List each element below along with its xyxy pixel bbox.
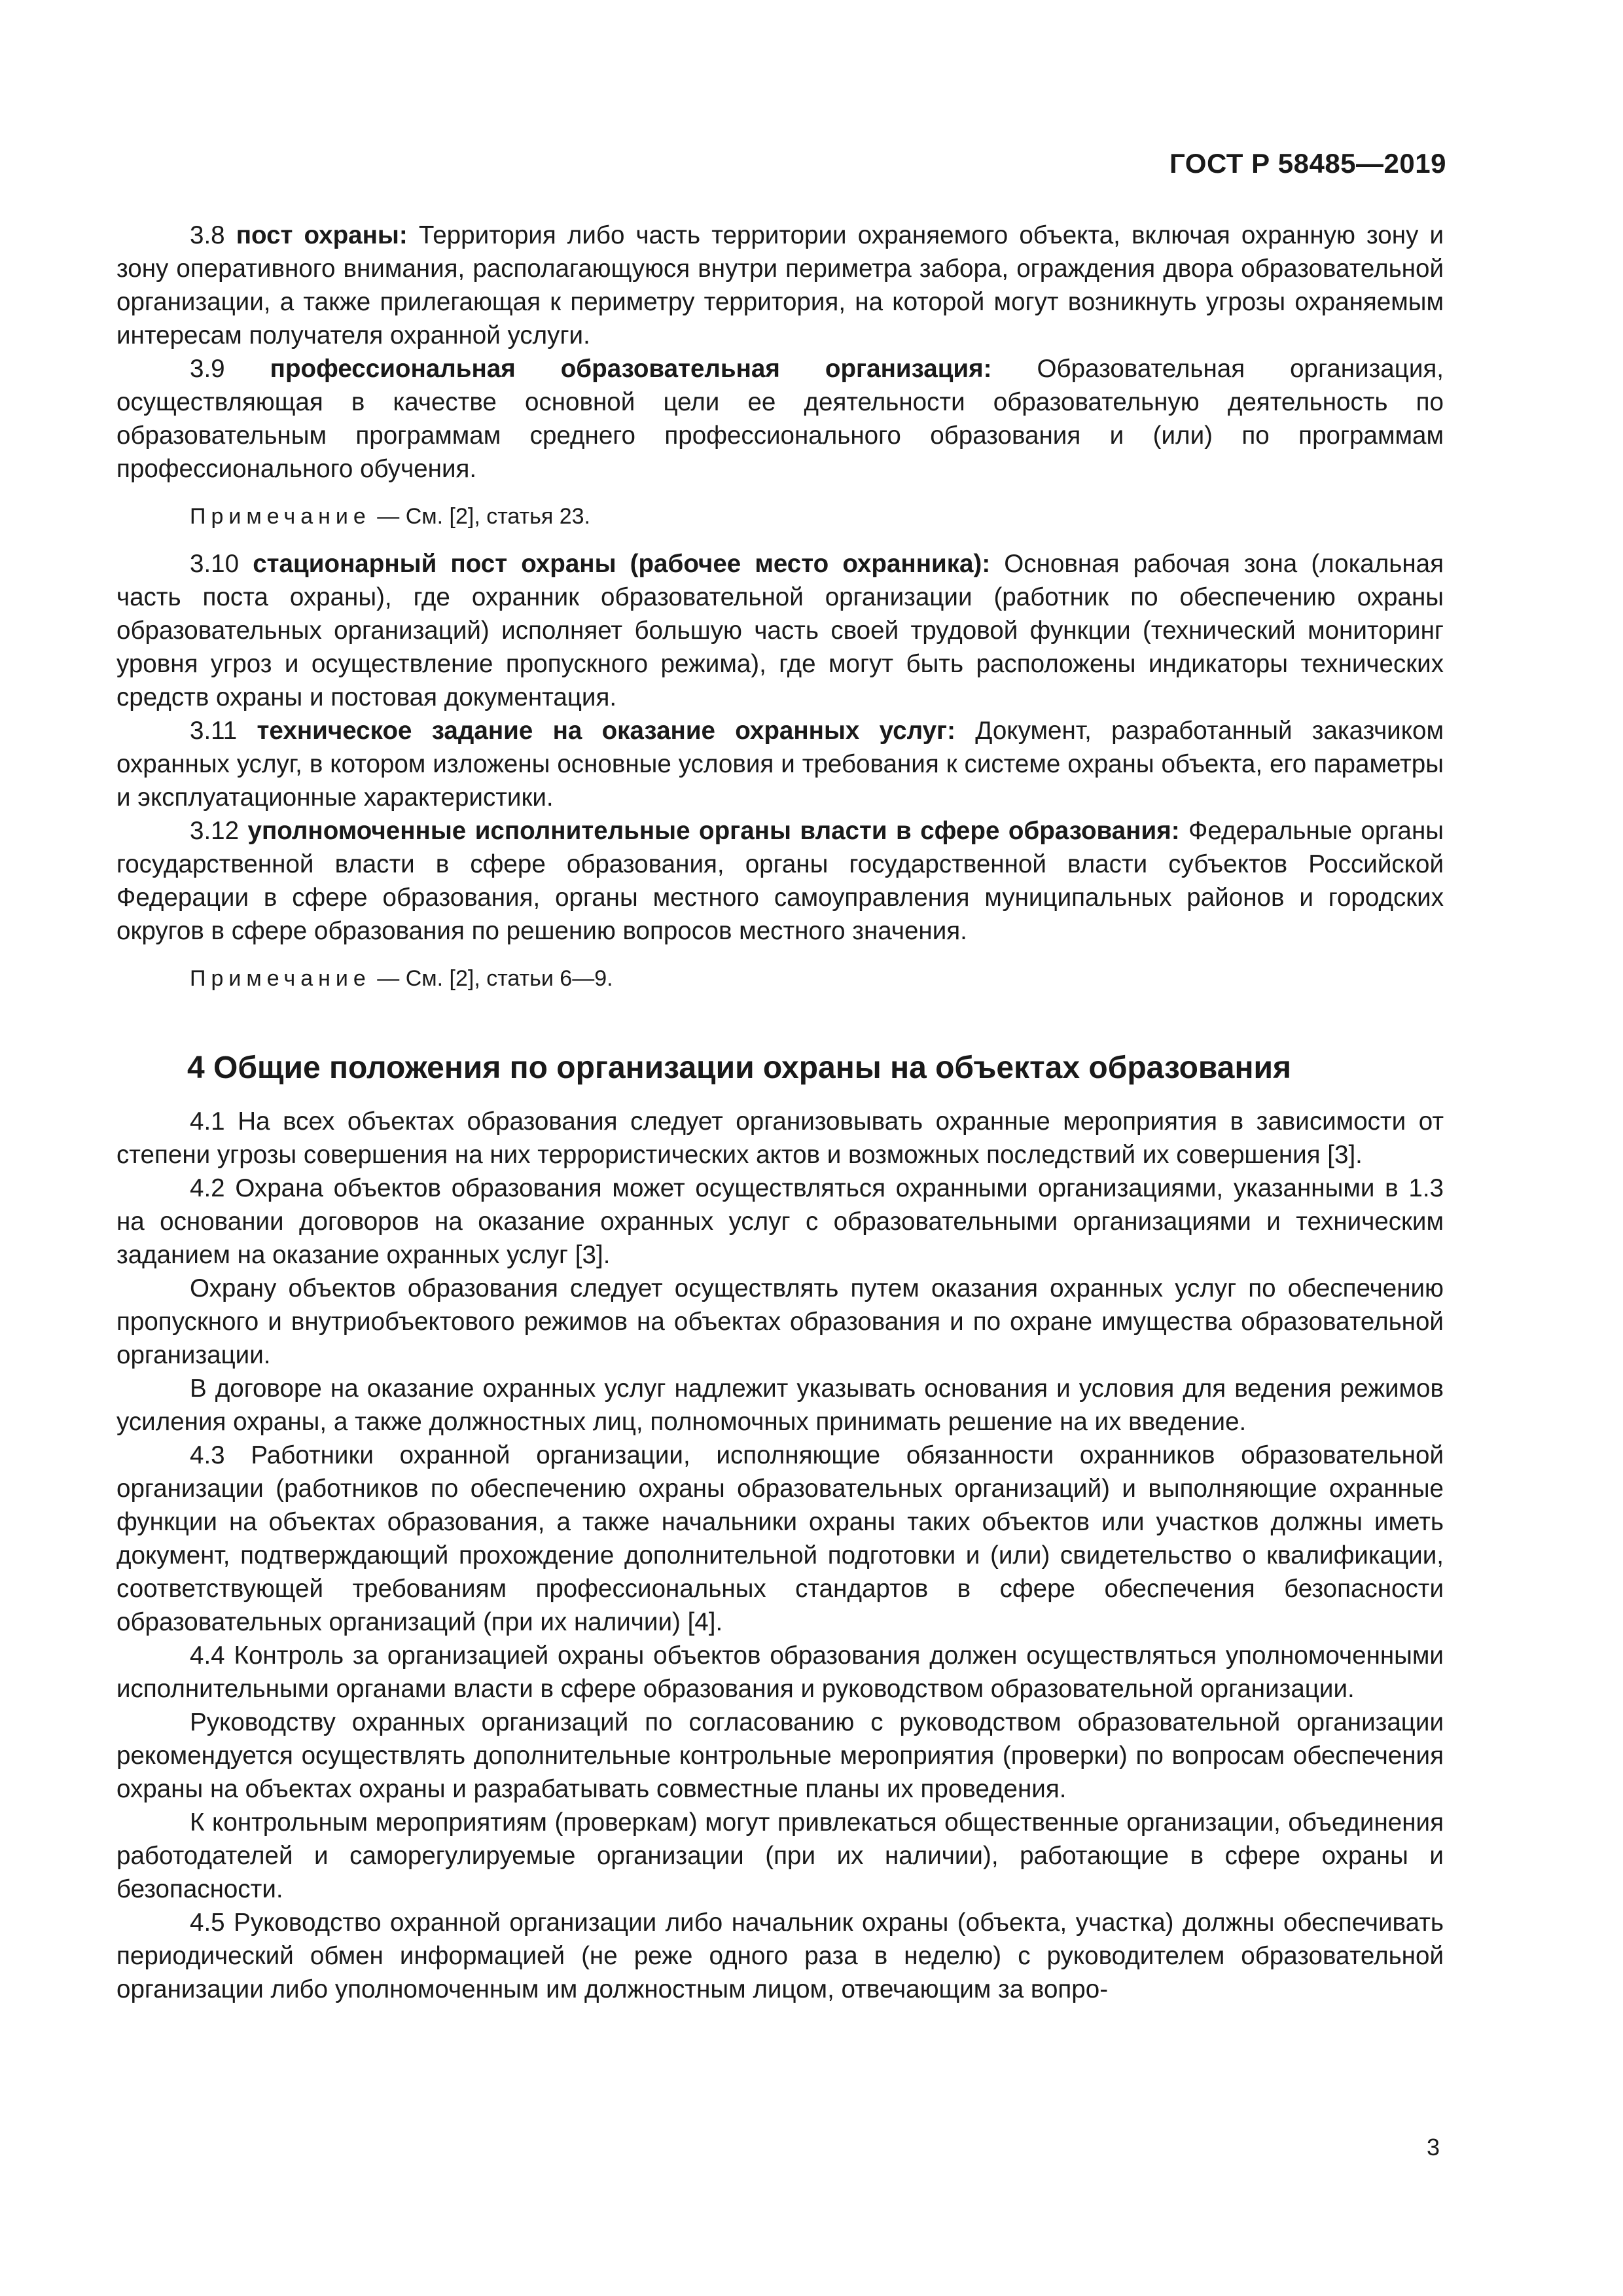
term-number: 3.10 bbox=[190, 550, 240, 578]
term-3-11 bbox=[116, 714, 1444, 814]
term-definition: Основная рабочая зона (локальная часть поста охраны), где охранник образовательной организации (работник по обеспечению охраны образовательных организаций) исполняет большую часть своей трудовой функции (технический мониторинг уровня угроз и осуществление пропускного режима), где могут быть расположены индикаторы технических средств охраны и постовая документация. bbox=[116, 550, 1444, 711]
section-4-heading: 4 Общие положения по организации охраны на объектах образования bbox=[187, 1050, 1292, 1085]
paragraph-4-2-contract: В договоре на оказание охранных услуг надлежит указывать основания и условия для ведения режимов усиления охраны, а также должностных лиц, полномочных принимать решение на их введение. bbox=[116, 1374, 1444, 1436]
paragraph-4-2-security-services: Охрану объектов образования следует осуществлять путем оказания охранных услуг по обеспечению пропускного и внутриобъектового режимов на объектах образования и по охране имущества образовательной организации. bbox=[116, 1274, 1444, 1369]
note-text: — См. [2], статья 23. bbox=[370, 504, 590, 529]
term-number: 3.11 bbox=[190, 717, 238, 745]
term-3-9 bbox=[116, 352, 1444, 486]
note-text: — См. [2], статьи 6—9. bbox=[370, 966, 613, 991]
paragraph-4-1: 4.1 На всех объектах образования следует организовывать охранные мероприятия в зависимости от степени угрозы совершения на них террористических актов и возможных последствий их совершения [3]. bbox=[116, 1107, 1444, 1169]
term-name: стационарный пост охраны (рабочее место охранника): bbox=[253, 550, 991, 578]
term-name: техническое задание на оказание охранных услуг: bbox=[257, 717, 955, 745]
note-label: Примечание bbox=[190, 966, 371, 991]
paragraph-4-4-management: Руководству охранных организаций по согласованию с руководством образовательной организации рекомендуется осуществлять дополнительные контрольные мероприятия (проверки) по вопросам обеспечения охраны на объектах охраны и разрабатывать совместные планы их проведения. bbox=[116, 1708, 1444, 1803]
page-number: 3 bbox=[1426, 2134, 1440, 2161]
paragraph-4-4-control-events: К контрольным мероприятиям (проверкам) могут привлекаться общественные организации, объединения работодателей и саморегулируемые организации (при их наличии), работающие в сфере охраны и безопасности. bbox=[116, 1808, 1444, 1903]
term-3-12 bbox=[116, 814, 1444, 948]
paragraph-4-3: 4.3 Работники охранной организации, исполняющие обязанности охранников образовательной организации (работников по обеспечению охраны образовательных организаций) и выполняющие охранные функции на объектах образования, а также начальники охраны таких объектов или участков должны иметь документ, подтверждающий прохождение дополнительной подготовки и (или) свидетельство о квалификации, соответствующей требованиям профессиональных стандартов в сфере обеспечения безопасности образовательных организаций (при их наличии) [4]. bbox=[116, 1441, 1444, 1636]
term-name: уполномоченные исполнительные органы власти в сфере образования: bbox=[247, 817, 1180, 845]
term-definition: Территория либо часть территории охраняемого объекта, включая охранную зону и зону оперативного внимания, располагающуюся внутри периметра забора, ограждения двора образовательной организации, а также прилегающая к периметру территория, на которой могут возникнуть угрозы охраняемым интересам получателя охранной услуги. bbox=[116, 221, 1444, 350]
term-3-8 bbox=[116, 219, 1444, 352]
term-number: 3.8 bbox=[190, 221, 225, 249]
term-definition: Образовательная организация, осуществляющая в качестве основной цели ее деятельности образовательную деятельность по образовательным программам среднего профессионального образования и (или) по программам профессионального обучения. bbox=[116, 355, 1444, 483]
paragraph-4-2: 4.2 Охрана объектов образования может осуществляться охранными организациями, указанными в 1.3 на основании договоров на оказание охранных услуг с образовательными организациями и техническим заданием на оказание охранных услуг [3]. bbox=[116, 1174, 1444, 1269]
term-name: профессиональная образовательная организация: bbox=[270, 355, 992, 383]
paragraph-4-5: 4.5 Руководство охранной организации либо начальник охраны (объекта, участка) должны обеспечивать периодический обмен информацией (не реже одного раза в неделю) с руководителем образовательной организации либо уполномоченным им должностным лицом, отвечающим за вопро- bbox=[116, 1909, 1444, 2003]
term-3-10 bbox=[116, 547, 1444, 714]
note-3-12 bbox=[116, 963, 1444, 994]
term-number: 3.12 bbox=[190, 817, 240, 845]
note-3-9 bbox=[116, 501, 1444, 531]
document-number-header: ГОСТ Р 58485—2019 bbox=[1169, 148, 1446, 179]
term-number: 3.9 bbox=[190, 355, 225, 383]
term-definition: Документ, разработанный заказчиком охранных услуг, в котором изложены основные условия и требования к системе охраны объекта, его параметры и эксплуатационные характеристики. bbox=[116, 717, 1444, 812]
term-definition: Федеральные органы государственной власти в сфере образования, органы государственной власти субъектов Российской Федерации в сфере образования, органы местного самоуправления муниципальных районов и городских округов в сфере образования по решению вопросов местного значения. bbox=[116, 817, 1444, 945]
paragraph-4-4: 4.4 Контроль за организацией охраны объектов образования должен осуществляться уполномоченными исполнительными органами власти в сфере образования и руководством образовательной организации. bbox=[116, 1641, 1444, 1703]
term-name: пост охраны: bbox=[236, 221, 408, 249]
page-content bbox=[116, 219, 1444, 2006]
note-label: Примечание bbox=[190, 504, 371, 529]
